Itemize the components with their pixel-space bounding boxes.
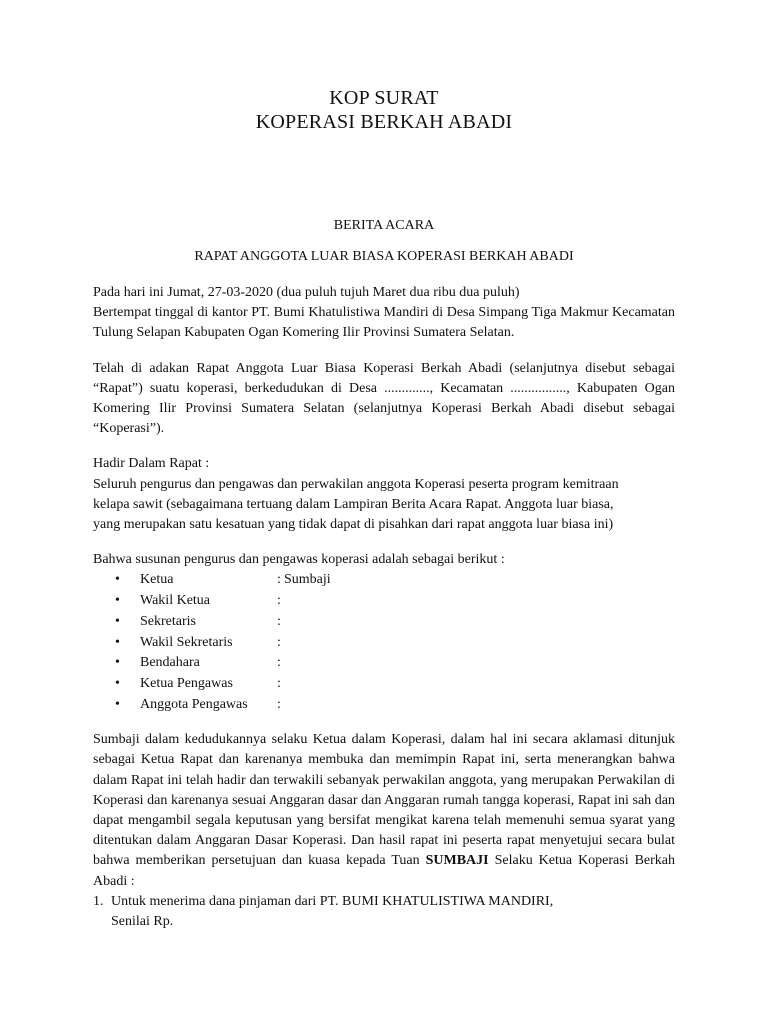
document-title bbox=[93, 218, 675, 265]
bullet-icon: • bbox=[115, 593, 120, 609]
numbered-list-item bbox=[93, 892, 675, 933]
paragraph-meeting-held: Telah di adakan Rapat Anggota Luar Biasa Koperasi Berkah Abadi (selanjutnya disebut sebagai “Rapat”) suatu koperasi, berkedudukan di Desa ............., Kecamatan ................, Kabupaten Ogan Komering Ilir Provinsi Sumatera Selatan (selanjutnya Koperasi Berkah Abadi disebut sebagai “Koperasi”). bbox=[93, 360, 675, 437]
colon-separator: : bbox=[277, 675, 281, 691]
resolution-text: Sumbaji dalam kedudukannya selaku Ketua dalam Koperasi, dalam hal ini secara aklamasi ditunjuk sebagai Ketua Rapat dan karenanya membuka dan memimpin Rapat ini, serta menerangkan bahwa dalam Rapat ini telah hadir dan terwakili sebanyak perwakilan anggota, yang merupakan Perwakilan di Koperasi dan karenanya sesuai Anggaran dasar dan Anggaran rumah tangga koperasi, Rapat ini sah dan dapat mengambil segala keputusan yang bersifat mengikat karena telah memenuhi semua syarat yang ditentukan dalam Anggaran Dasar Koperasi. Dan hasil rapat ini peserta rapat menyetujui secara bulat bahwa memberikan persetujuan dan kuasa kepada Tuan bbox=[93, 732, 675, 869]
letterhead-line-2: KOPERASI BERKAH ABADI bbox=[255, 111, 513, 133]
title-line-2: RAPAT ANGGOTA LUAR BIASA KOPERASI BERKAH ABADI bbox=[194, 249, 574, 264]
item-text-line-2: Senilai Rp. bbox=[111, 914, 174, 930]
resolution-tail: Selaku Ketua Koperasi Berkah Abadi : bbox=[93, 853, 676, 889]
attendance-line-3: yang merupakan satu kesatuan yang tidak dapat di pisahkan dari rapat anggota luar biasa ini) bbox=[93, 517, 614, 533]
bullet-icon: • bbox=[115, 613, 120, 629]
board-member-item bbox=[93, 695, 675, 716]
attendance-line-2: kelapa sawit (sebagaimana tertuang dalam Lampiran Berita Acara Rapat. Anggota luar biasa, bbox=[93, 496, 614, 512]
letterhead-line-1: KOP SURAT bbox=[329, 87, 439, 109]
attendance-section bbox=[93, 454, 675, 535]
item-number: 1. bbox=[93, 893, 104, 909]
chairman-name: SUMBAJI bbox=[425, 853, 489, 869]
position-label: Ketua Pengawas bbox=[140, 675, 233, 691]
letterhead bbox=[93, 86, 675, 134]
colon-separator: : bbox=[277, 593, 281, 609]
board-member-item bbox=[93, 633, 675, 654]
position-label: Sekretaris bbox=[140, 613, 196, 629]
position-value: Sumbaji bbox=[284, 572, 331, 588]
bullet-icon: • bbox=[115, 655, 120, 671]
title-line-1: BERITA ACARA bbox=[333, 218, 435, 233]
position-label: Wakil Sekretaris bbox=[140, 634, 233, 650]
board-member-item bbox=[93, 653, 675, 674]
bullet-icon: • bbox=[115, 572, 120, 588]
board-member-item bbox=[93, 612, 675, 633]
board-composition-section bbox=[93, 550, 675, 715]
opening-date-line: Pada hari ini Jumat, 27-03-2020 (dua puluh tujuh Maret dua ribu dua puluh) bbox=[93, 285, 520, 300]
attendance-line-1: Seluruh pengurus dan pengawas dan perwakilan anggota Koperasi peserta program kemitraan bbox=[93, 476, 619, 492]
bullet-icon: • bbox=[115, 634, 120, 650]
board-member-list bbox=[93, 570, 675, 715]
board-composition-intro: Bahwa susunan pengurus dan pengawas koperasi adalah sebagai berikut : bbox=[93, 552, 505, 568]
board-member-item bbox=[93, 674, 675, 695]
position-label: Bendahara bbox=[140, 655, 200, 671]
paragraph-resolution bbox=[93, 730, 675, 892]
board-member-item bbox=[93, 570, 675, 591]
board-member-item bbox=[93, 591, 675, 612]
position-label: Ketua bbox=[140, 572, 174, 588]
colon-separator: : bbox=[277, 613, 281, 629]
colon-separator: : bbox=[277, 696, 281, 712]
position-label: Wakil Ketua bbox=[140, 593, 211, 609]
bullet-icon: • bbox=[115, 675, 120, 691]
opening-section bbox=[93, 283, 675, 344]
attendance-heading: Hadir Dalam Rapat : bbox=[93, 456, 210, 472]
colon-separator: : bbox=[277, 634, 281, 650]
colon-separator: : bbox=[277, 572, 281, 588]
colon-separator: : bbox=[277, 655, 281, 671]
item-text-line-1: Untuk menerima dana pinjaman dari PT. BUMI KHATULISTIWA MANDIRI, bbox=[111, 893, 554, 909]
document-page bbox=[93, 86, 675, 933]
position-label: Anggota Pengawas bbox=[140, 696, 248, 712]
opening-location: Bertempat tinggal di kantor PT. Bumi Khatulistiwa Mandiri di Desa Simpang Tiga Makmur Kecamatan Tulung Selapan Kabupaten Ogan Komering Ilir Provinsi Sumatera Selatan. bbox=[93, 305, 675, 341]
bullet-icon: • bbox=[115, 696, 120, 712]
